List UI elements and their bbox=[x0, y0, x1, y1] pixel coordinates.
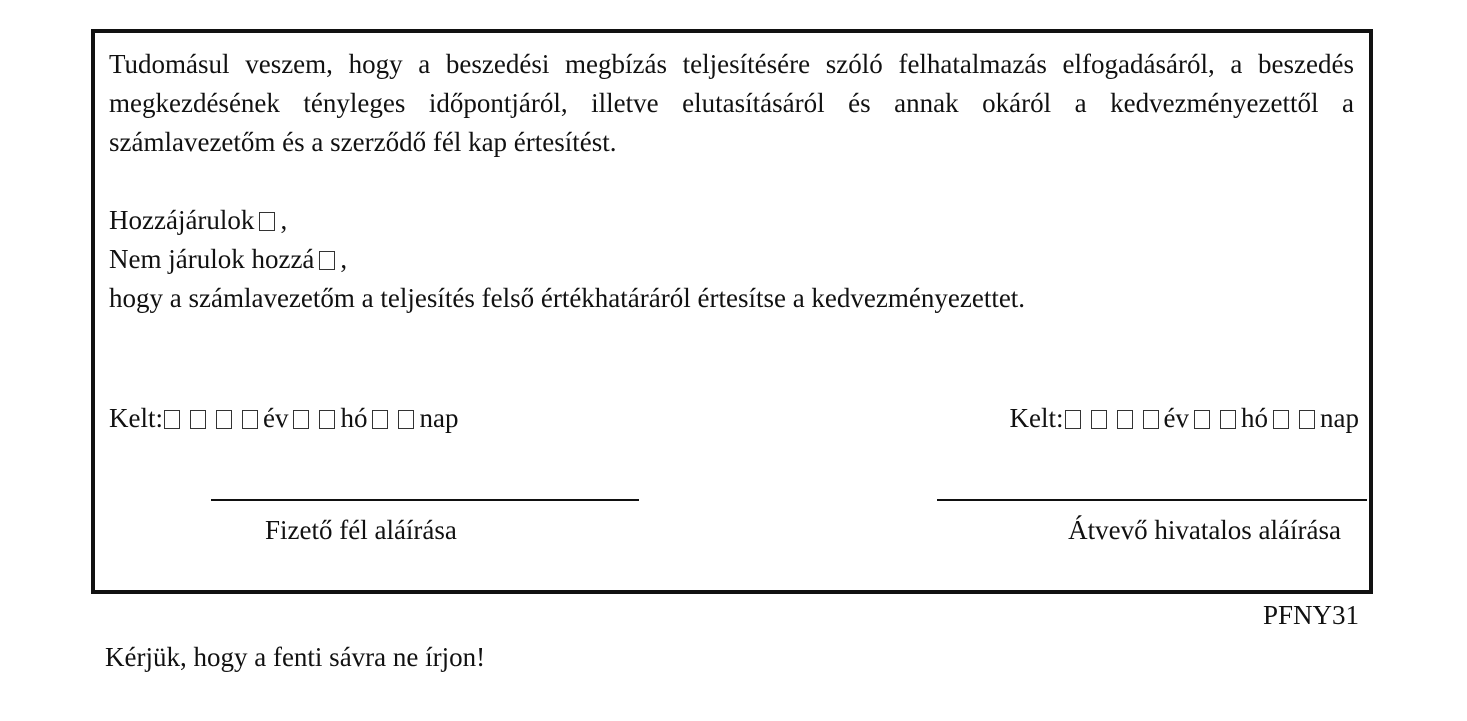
receiver-signature-line[interactable] bbox=[937, 499, 1367, 501]
disagree-checkbox[interactable] bbox=[319, 251, 335, 270]
date-field-left bbox=[109, 399, 458, 438]
day-digit-box[interactable] bbox=[372, 410, 388, 429]
month-label: hó bbox=[1241, 403, 1269, 433]
form-code: PFNY31 bbox=[1262, 600, 1359, 630]
consent-statement: hogy a számlavezetőm a teljesítés felső értékhatáráról értesítse a kedvezményezettet. bbox=[109, 283, 1026, 313]
date-prefix: Kelt: bbox=[109, 403, 163, 433]
payer-signature-label: Fizető fél aláírása bbox=[265, 515, 457, 545]
disagree-line bbox=[109, 240, 347, 279]
month-digit-box[interactable] bbox=[1194, 410, 1210, 429]
year-digit-box[interactable] bbox=[1117, 410, 1133, 429]
disagree-label: Nem járulok hozzá bbox=[109, 244, 315, 274]
year-label: év bbox=[1163, 403, 1190, 433]
day-digit-box[interactable] bbox=[1299, 410, 1315, 429]
day-label: nap bbox=[419, 403, 459, 433]
notice-paragraph: Tudomásul veszem, hogy a beszedési megbízás teljesítésére szóló felhatalmazás elfogadásáról, a beszedés megkezdésének tényleges időpontjáról, illetve elutasításáról és annak okáról a kedvezményezettől a számlavezetőm és a szerződő fél kap értesítést. bbox=[109, 49, 1354, 157]
disagree-suffix: , bbox=[340, 244, 348, 274]
day-digit-box[interactable] bbox=[1273, 410, 1289, 429]
form-frame bbox=[91, 29, 1373, 594]
date-field-right bbox=[1010, 399, 1359, 438]
year-digit-box[interactable] bbox=[1143, 410, 1159, 429]
day-digit-box[interactable] bbox=[398, 410, 414, 429]
agree-suffix: , bbox=[280, 205, 288, 235]
payer-signature-line[interactable] bbox=[211, 499, 639, 501]
agree-label: Hozzájárulok bbox=[109, 205, 255, 235]
date-prefix: Kelt: bbox=[1009, 403, 1064, 433]
year-digit-box[interactable] bbox=[216, 410, 232, 429]
month-digit-box[interactable] bbox=[319, 410, 335, 429]
month-digit-box[interactable] bbox=[1220, 410, 1236, 429]
year-digit-box[interactable] bbox=[1091, 410, 1107, 429]
day-label: nap bbox=[1320, 403, 1359, 433]
year-digit-box[interactable] bbox=[164, 410, 180, 429]
year-label: év bbox=[263, 403, 289, 433]
month-label: hó bbox=[340, 403, 368, 433]
footer-note: Kérjük, hogy a fenti sávra ne írjon! bbox=[105, 642, 486, 672]
year-digit-box[interactable] bbox=[1065, 410, 1081, 429]
agree-checkbox[interactable] bbox=[259, 212, 275, 231]
receiver-signature-label: Átvevő hivatalos aláírása bbox=[1068, 515, 1341, 545]
year-digit-box[interactable] bbox=[242, 410, 258, 429]
agree-line bbox=[109, 201, 287, 240]
month-digit-box[interactable] bbox=[293, 410, 309, 429]
year-digit-box[interactable] bbox=[190, 410, 206, 429]
